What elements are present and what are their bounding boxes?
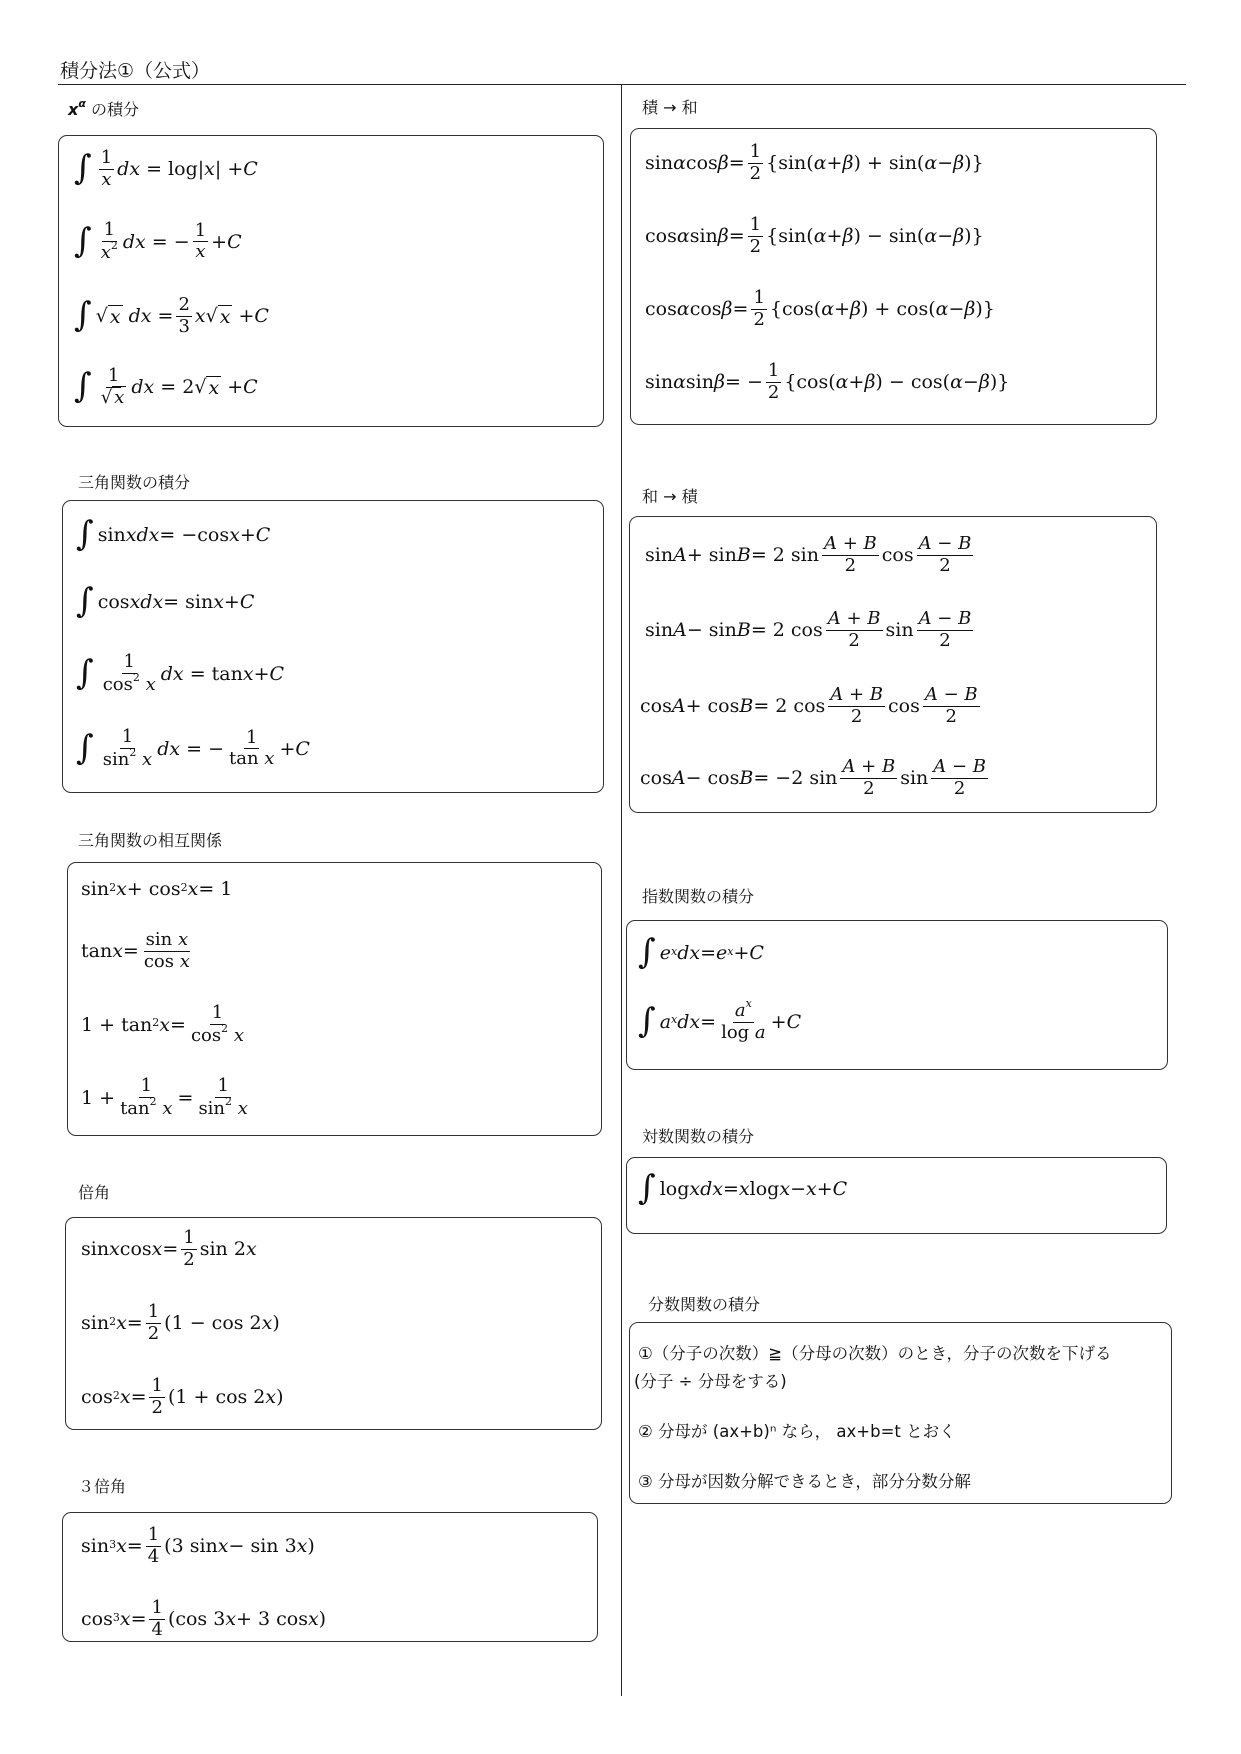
formula-cosA-plus-cosB: cos A + cos B = 2 cos A + B 2 cos A − B 2 <box>640 684 978 727</box>
formula-cosA-minus-cosB: cos A − cos B = −2 sin A + B 2 sin A − B 2 <box>640 756 987 799</box>
frac-rule-2: ② 分母が (ax+b)ⁿ なら， ax+b=t とおく <box>638 1422 956 1441</box>
section-title-sum-prod: 和 → 積 <box>642 487 698 506</box>
formula-int-log: ∫ log x dx = x log x − x + C <box>638 1168 848 1208</box>
formula-sin-cos-prod: sin α cos β = 1 2 {sin( α + β ) + sin( α − β )} <box>645 141 984 184</box>
formula-sin-sin-prod: sin α sin β = − 1 2 {cos( α + β ) − cos( α − β )} <box>645 360 1010 403</box>
section-title-log: 対数関数の積分 <box>642 1127 755 1146</box>
section-title-power: $x^\alpha$ の積分 <box>68 96 139 119</box>
formula-double-sincos: sin x cos x = 1 2 sin 2 x <box>81 1227 257 1270</box>
section-title-frac: 分数関数の積分 <box>648 1295 761 1314</box>
formula-int-cos: ∫ cos x dx = sin x + C <box>76 581 255 621</box>
frac-rule-1: ①（分子の次数）≧（分母の次数）のとき，分子の次数を下げる <box>638 1344 1112 1363</box>
formula-int-sec2: ∫ 1 $\cos^2 x$ dx = tan x + C <box>76 651 285 695</box>
formula-cos-cos-prod: cos α cos β = 1 2 {cos( α + β ) + cos( α − β )} <box>645 287 995 330</box>
section-title-trig-int: 三角関数の積分 <box>78 473 191 492</box>
formula-double-sin2: sin $^2$ x = 1 2 (1 − cos 2 x ) <box>81 1301 280 1344</box>
frac-rule-1-note: (分子 ÷ 分母をする) <box>634 1372 787 1391</box>
formula-int-1-over-sqrt-x: ∫ 1 √ x dx = 2√ x + C <box>74 365 258 408</box>
formula-triple-sin3: sin $^3$ x = 1 4 (3 sin x − sin 3 x ) <box>81 1524 315 1567</box>
title-divider <box>58 84 1186 85</box>
formula-int-sin: ∫ sin x dx = −cos x + C <box>76 514 271 554</box>
formula-sinA-minus-sinB: sin A − sin B = 2 cos A + B 2 sin A − B 2 <box>645 608 972 651</box>
section-title-triple: ３倍角 <box>78 1477 127 1496</box>
formula-tan-def: tan x = sin x cos x <box>81 929 190 972</box>
frac-rule-3: ③ 分母が因数分解できるとき，部分分数分解 <box>638 1472 971 1491</box>
formula-double-cos2: cos $^2$ x = 1 2 (1 + cos 2 x ) <box>81 1375 284 1418</box>
formula-triple-cos3: cos $^3$ x = 1 4 (cos 3 x + 3 cos x ) <box>81 1597 327 1640</box>
formula-int-1-over-x: ∫ 1 x dx = log| x | + C <box>74 147 258 190</box>
formula-int-ex: ∫ e $^x$ dx = e $^x$ + C <box>638 932 764 972</box>
formula-sinA-plus-sinB: sin A + sin B = 2 sin A + B 2 cos A − B 2 <box>645 533 972 576</box>
section-title-exp: 指数関数の積分 <box>642 887 755 906</box>
section-title-trig-rel: 三角関数の相互関係 <box>78 831 223 850</box>
page-title: 積分法①（公式） <box>60 60 211 82</box>
section-title-prod-sum: 積 → 和 <box>642 98 698 117</box>
formula-cos-sin-prod: cos α sin β = 1 2 {sin( α + β ) − sin( α − β )} <box>645 214 984 257</box>
formula-int-sqrt-x: ∫ √ x dx = 2 3 x √ x + C <box>74 294 269 337</box>
formula-int-ax: ∫ a $^x$ dx = $a^x$ log a + C <box>638 997 802 1043</box>
formula-1-plus-cot2: 1 + 1 $\tan^2 x$ = 1 $\sin^2 x$ <box>81 1075 248 1119</box>
column-divider <box>621 84 622 1696</box>
formula-int-csc2: ∫ 1 $\sin^2 x$ dx = − 1 tan x + C <box>76 726 310 770</box>
formula-1-plus-tan2: 1 + tan $^2$ x = 1 $\cos^2 x$ <box>81 1002 244 1046</box>
formula-int-1-over-x2: ∫ 1 $x^2$ dx = − 1 x + C <box>74 219 242 263</box>
section-title-double: 倍角 <box>78 1183 111 1202</box>
formula-pythagorean: sin $^2$ x + cos $^2$ x = 1 <box>81 878 233 900</box>
